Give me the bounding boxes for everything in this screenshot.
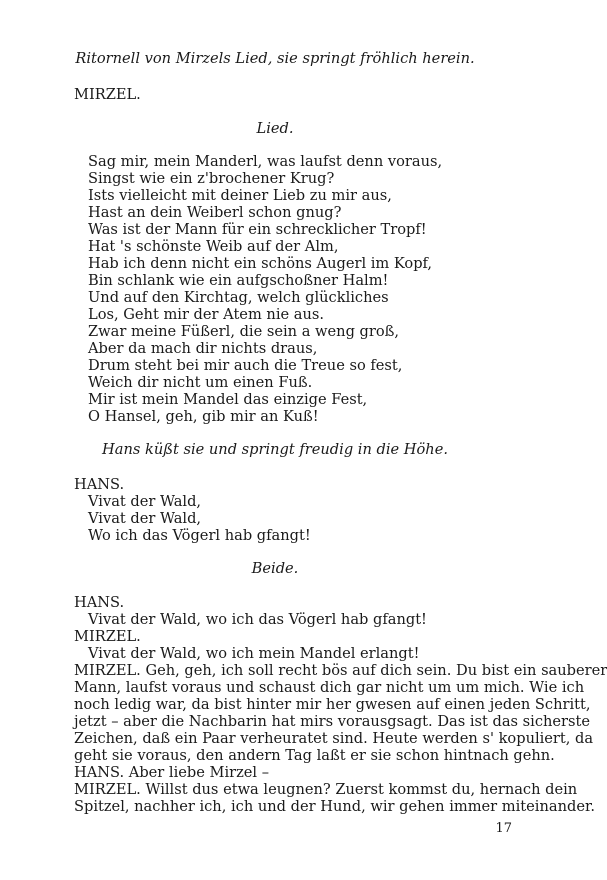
verse-line: Hab ich denn nicht ein schöns Augerl im Kopf, bbox=[88, 255, 433, 272]
verse-line: Sag mir, mein Manderl, was laufst denn voraus, bbox=[88, 153, 443, 170]
song-title: Lied. bbox=[256, 120, 294, 137]
verse-line: Aber da mach dir nichts draus, bbox=[88, 340, 318, 357]
verse-line: Singst wie ein z'brochener Krug? bbox=[88, 170, 335, 187]
prose-line: Spitzel, nachher ich, ich und der Hund, wir gehen immer miteinander. bbox=[74, 798, 595, 815]
verse-line: Und auf den Kirchtag, welch glückliches bbox=[88, 289, 389, 306]
verse-line: Los, Geht mir der Atem nie aus. bbox=[88, 306, 324, 323]
prose-line: geht sie voraus, den andern Tag laßt er sie schon hintnach gehn. bbox=[74, 747, 555, 764]
verse-line: Hat 's schönste Weib auf der Alm, bbox=[88, 238, 339, 255]
verse-line: Ists vielleicht mit deiner Lieb zu mir aus, bbox=[88, 187, 392, 204]
verse-line: Bin schlank wie ein aufgschoßner Halm! bbox=[88, 272, 389, 289]
prose-line: Zeichen, daß ein Paar verheuratet sind. Heute werden s' kopuliert, da bbox=[74, 730, 594, 747]
speaker-name: MIRZEL. bbox=[74, 86, 141, 103]
verse-line: Wo ich das Vögerl hab gfangt! bbox=[88, 527, 311, 544]
speaker-name: HANS. bbox=[74, 594, 125, 611]
verse-line: Drum steht bei mir auch die Treue so fest, bbox=[88, 357, 403, 374]
prose-line: jetzt – aber die Nachbarin hat mirs vorausgsagt. Das ist das sicherste bbox=[74, 713, 591, 730]
verse-line: Vivat der Wald, bbox=[88, 493, 202, 510]
speaker-line: HANS. Aber liebe Mirzel – bbox=[74, 764, 270, 781]
verse-line: Vivat der Wald, wo ich das Vögerl hab gfangt! bbox=[88, 611, 427, 628]
verse-line: Vivat der Wald, bbox=[88, 510, 202, 527]
page-number: 17 bbox=[495, 821, 512, 836]
prose-line: noch ledig war, da bist hinter mir her gwesen auf einen jeden Schritt, bbox=[74, 696, 591, 713]
verse-line: Weich dir nicht um einen Fuß. bbox=[88, 374, 313, 391]
stage-direction: Ritornell von Mirzels Lied, sie springt fröhlich herein. bbox=[75, 50, 475, 67]
beide-heading: Beide. bbox=[251, 560, 299, 577]
verse-line: Vivat der Wald, wo ich mein Mandel erlangt! bbox=[88, 645, 420, 662]
verse-line: Mir ist mein Mandel das einzige Fest, bbox=[88, 391, 368, 408]
prose-line: MIRZEL. Willst dus etwa leugnen? Zuerst kommst du, hernach dein bbox=[74, 781, 578, 798]
verse-line: O Hansel, geh, gib mir an Kuß! bbox=[88, 408, 319, 425]
verse-line: Zwar meine Füßerl, die sein a weng groß, bbox=[88, 323, 400, 340]
speaker-name: HANS. bbox=[74, 476, 125, 493]
stage-direction: Hans küßt sie und springt freudig in die Höhe. bbox=[102, 441, 448, 458]
speaker-name: MIRZEL. bbox=[74, 628, 141, 645]
prose-line: MIRZEL. Geh, geh, ich soll recht bös auf dich sein. Du bist ein sauberer bbox=[74, 662, 607, 679]
verse-line: Hast an dein Weiberl schon gnug? bbox=[88, 204, 342, 221]
verse-line: Was ist der Mann für ein schrecklicher Tropf! bbox=[88, 221, 427, 238]
prose-line: Mann, laufst voraus und schaust dich gar nicht um um mich. Wie ich bbox=[74, 679, 585, 696]
